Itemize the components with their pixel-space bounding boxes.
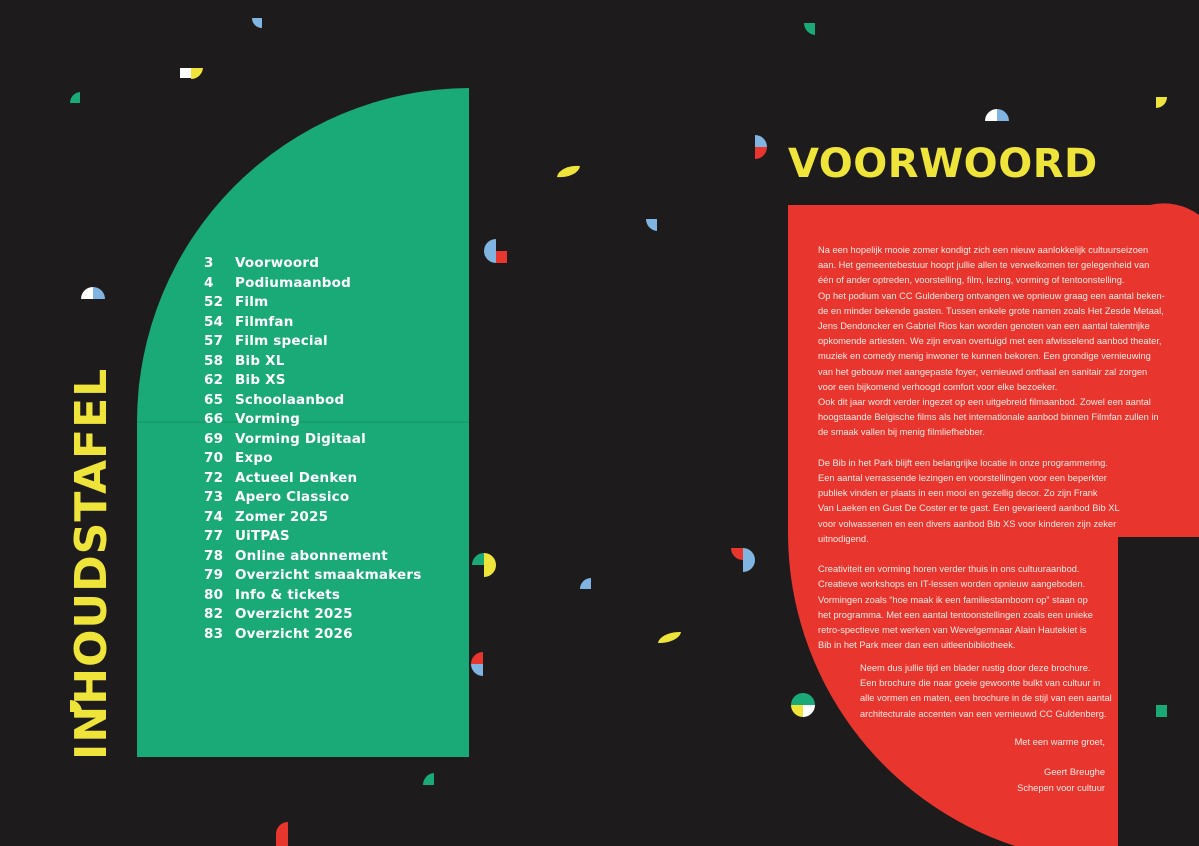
confetti-green <box>472 553 484 565</box>
confetti-blue <box>471 664 483 676</box>
confetti-yellow <box>191 68 203 79</box>
signature-name: Geert Breughe <box>1044 767 1105 778</box>
toc-item-label: Podiumaanbod <box>235 274 351 291</box>
toc-item[interactable] <box>204 488 434 508</box>
confetti-blue <box>484 239 496 263</box>
toc-item[interactable] <box>204 449 434 469</box>
voorwoord-paragraph-1 <box>818 243 1165 441</box>
greeting: Met een warme groet, <box>1014 737 1105 747</box>
text-line: alle vormen en maten, een brochure in de stijl van een aantal <box>860 693 1112 704</box>
confetti-white <box>81 287 93 299</box>
text-line: Bib in het Park meer dan een uitleenbibliotheek. <box>818 640 1016 651</box>
confetti-yellow <box>791 705 803 717</box>
toc-item[interactable] <box>204 293 434 313</box>
confetti-yellow <box>484 565 496 577</box>
confetti-blue <box>252 18 262 28</box>
toc-item[interactable] <box>204 566 434 586</box>
confetti-blue <box>755 135 767 147</box>
text-line: de smaak vallen bij menig filmliefhebber. <box>818 427 985 438</box>
text-line: voor volwassenen en een divers aanbod Bib XS voor kinderen zijn zeker <box>818 518 1117 529</box>
voorwoord-signature <box>900 735 1105 796</box>
confetti-white <box>985 109 997 121</box>
text-line: muziek en comedy menig inwoner te kunnen bekoren. Een grondige vernieuwing <box>818 351 1151 362</box>
toc-page-number: 73 <box>204 489 224 505</box>
confetti-green <box>70 92 80 103</box>
toc-page-number: 62 <box>204 372 224 388</box>
text-line: Op het podium van CC Guldenberg ontvangen we opnieuw graag een aantal beken- <box>818 290 1165 301</box>
toc-item-label: Info & tickets <box>235 586 341 603</box>
voorwoord-paragraph-2 <box>818 456 1154 547</box>
toc-item-label: Film special <box>235 333 328 349</box>
text-line: architecturale accenten van een vernieuwd CC Guldenberg. <box>860 708 1107 719</box>
text-line: de en minder bekende gasten. Tussen enkele grote namen zoals Het Zesde Metaal, <box>818 305 1164 316</box>
toc-item-label: Schoolaanbod <box>235 391 345 408</box>
toc-item[interactable] <box>204 625 434 645</box>
confetti-green <box>1156 705 1167 717</box>
voorwoord-body <box>818 243 1165 653</box>
toc-page-number: 74 <box>204 508 224 525</box>
toc-page-number: 65 <box>204 391 224 408</box>
text-line: Van Laeken en Gust De Coster er te gast. Een gevarieerd aanbod Bib XL <box>818 503 1120 514</box>
text-line: De Bib in het Park blijft een belangrijke locatie in onze programmering. <box>818 457 1108 468</box>
confetti-green <box>804 23 815 35</box>
confetti-blue <box>580 578 591 589</box>
text-line: uitnodigend. <box>818 533 869 544</box>
toc-item[interactable] <box>204 547 434 567</box>
toc-item[interactable] <box>204 508 434 528</box>
text-line: één of ander optreden, voorstelling, film, lezing, vorming of tentoonstelling. <box>818 275 1125 286</box>
toc-item-label: Vorming <box>235 411 301 427</box>
toc-page-number: 72 <box>204 469 224 486</box>
toc-item-label: Apero Classico <box>235 489 350 505</box>
confetti-yellow-leaf <box>557 166 580 177</box>
text-line: het programma. Met een aantal tentoonstellingen zoals een unieke <box>818 609 1093 620</box>
toc-item[interactable] <box>204 527 434 547</box>
confetti-green <box>423 773 434 785</box>
toc-item-label: Overzicht 2026 <box>235 625 353 642</box>
text-line: Vormingen zoals “hoe maak ik een familiestamboom op” staan op <box>818 594 1088 605</box>
toc-item[interactable] <box>204 274 434 294</box>
text-line: Neem dus jullie tijd en blader rustig door deze brochure. <box>860 663 1091 673</box>
text-line: publiek vinden er plaats in een mooi en gezellig decor. Zo zijn Frank <box>818 488 1098 499</box>
text-line: voor een bijkomend verhoogd comfort voor elke bezoeker. <box>818 381 1058 392</box>
confetti-yellow <box>1156 97 1167 108</box>
confetti-white <box>180 68 191 78</box>
toc-page-number: 78 <box>204 547 224 564</box>
toc-item[interactable] <box>204 332 434 352</box>
toc-page-number: 52 <box>204 294 224 310</box>
toc-item-label: Vorming Digitaal <box>235 430 366 447</box>
toc-item-label: Filmfan <box>235 313 294 330</box>
toc-page-number: 3 <box>204 255 214 271</box>
toc-item-label: Overzicht smaakmakers <box>235 567 422 583</box>
toc-item[interactable] <box>204 352 434 372</box>
toc-page-number: 69 <box>204 430 224 447</box>
text-line: Na een hopelijk mooie zomer kondigt zich een nieuw aanlokkelijk cultuurseizoen <box>818 245 1149 255</box>
confetti-red <box>276 822 288 846</box>
confetti-red <box>471 652 483 664</box>
toc-page-number: 77 <box>204 528 224 544</box>
toc-title: INHOUDSTAFEL <box>66 367 117 760</box>
toc-page-number: 79 <box>204 567 224 583</box>
confetti-blue <box>646 219 657 231</box>
text-line: retro-spectieve met werken van Wevelgemnaar Alain Hautekiet is <box>818 625 1087 636</box>
confetti-white <box>803 705 815 717</box>
toc-list <box>204 254 434 644</box>
text-line: Creatieve workshops en IT-lessen worden opnieuw aangeboden. <box>818 579 1086 590</box>
text-line: Jens Dendoncker en Gabriel Rios kan worden genoten van een aantal talentrijke <box>818 321 1150 332</box>
signature-role: Schepen voor cultuur <box>1017 782 1105 793</box>
text-line: aan. Het gemeentebestuur hoopt jullie allen te verwelkomen ter gelegenheid van <box>818 260 1150 271</box>
voorwoord-paragraph-3 <box>818 562 1154 653</box>
toc-item[interactable] <box>204 586 434 606</box>
toc-page-number: 70 <box>204 450 224 466</box>
toc-item[interactable] <box>204 605 434 625</box>
toc-item[interactable] <box>204 254 434 274</box>
text-line: Een aantal verrassende lezingen en voorstellingen voor een beperkter <box>818 473 1107 484</box>
toc-item[interactable] <box>204 391 434 411</box>
confetti-blue <box>93 287 105 299</box>
text-line: Een brochure die naar goeie gewoonte bulkt van cultuur in <box>860 678 1101 689</box>
confetti-green <box>791 693 815 705</box>
toc-page-number: 83 <box>204 625 224 642</box>
toc-page-number: 58 <box>204 352 224 369</box>
voorwoord-title: VOORWOORD <box>788 141 1098 187</box>
toc-page-number: 57 <box>204 333 224 349</box>
confetti-red <box>731 548 743 560</box>
toc-item-label: Zomer 2025 <box>235 508 329 525</box>
toc-item-label: Actueel Denken <box>235 469 358 486</box>
confetti-red <box>755 147 767 159</box>
toc-page-number: 54 <box>204 313 224 330</box>
toc-item[interactable] <box>204 469 434 489</box>
toc-item-label: Film <box>235 294 269 310</box>
text-line: opkomende artiesten. We zijn ervan overtuigd met een afwisselend aanbod theater, <box>818 336 1162 347</box>
toc-item[interactable] <box>204 410 434 430</box>
toc-item[interactable] <box>204 371 434 391</box>
toc-item-label: Voorwoord <box>235 255 320 271</box>
text-line: Ook dit jaar wordt verder ingezet op een uitgebreid filmaanbod. Zowel een aantal <box>818 397 1151 408</box>
toc-item-label: Bib XS <box>235 372 286 388</box>
toc-item-label: Online abonnement <box>235 547 388 564</box>
confetti-blue <box>997 109 1009 121</box>
toc-item-label: Expo <box>235 450 273 466</box>
voorwoord-paragraph-4 <box>860 661 1110 722</box>
confetti-red <box>496 251 507 263</box>
toc-item-label: Overzicht 2025 <box>235 606 353 622</box>
toc-page-number: 82 <box>204 606 224 622</box>
toc-item-label: Bib XL <box>235 352 285 369</box>
toc-page-number: 80 <box>204 586 224 603</box>
toc-item[interactable] <box>204 430 434 450</box>
confetti-yellow-leaf <box>658 632 681 643</box>
text-line: hoogstaande Belgische films als het internationale aanbod binnen Filmfan zullen in <box>818 412 1159 423</box>
toc-page-number: 66 <box>204 411 224 427</box>
toc-item[interactable] <box>204 313 434 333</box>
confetti-yellow <box>484 553 496 565</box>
text-line: van het gebouw met aangepaste foyer, vernieuwd onthaal en sanitair zal zorgen <box>818 366 1148 377</box>
toc-page-number: 4 <box>204 274 214 291</box>
text-line: Creativiteit en vorming horen verder thuis in ons cultuuraanbod. <box>818 564 1080 575</box>
confetti-blue <box>743 548 755 572</box>
toc-item-label: UiTPAS <box>235 528 290 544</box>
